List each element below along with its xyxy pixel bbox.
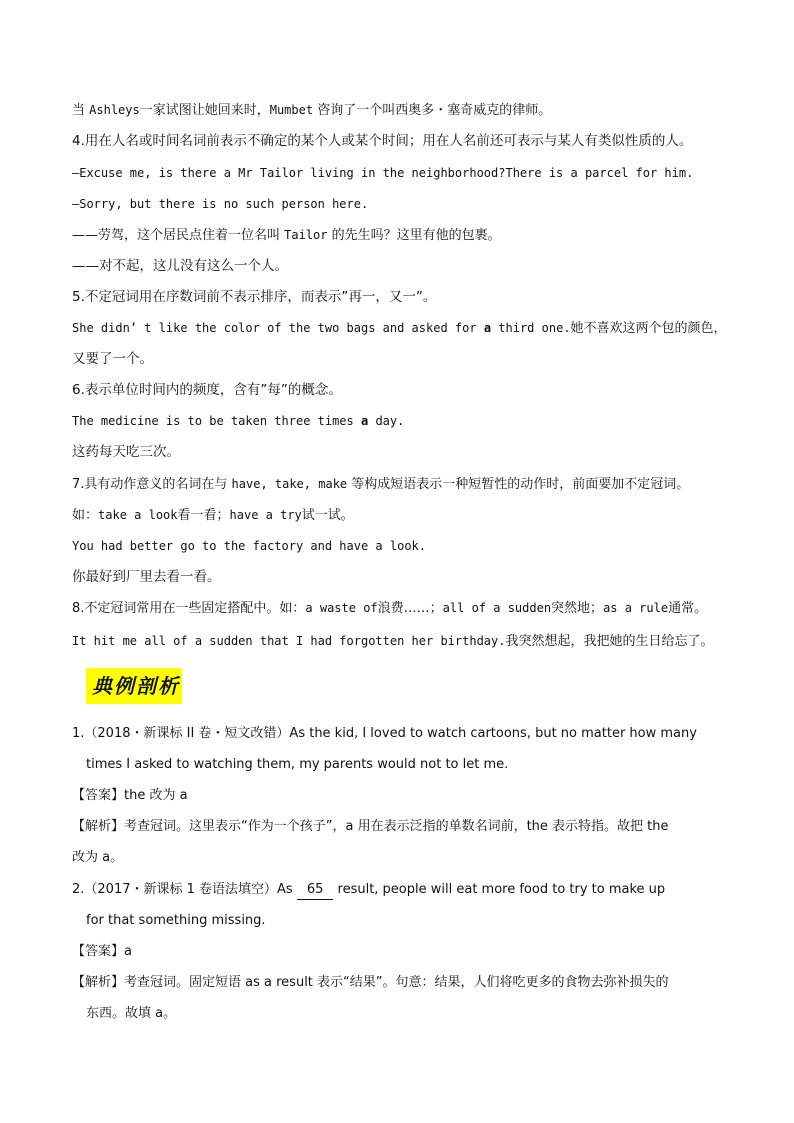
- analysis-1-cont: 改为 a。: [72, 850, 124, 865]
- answer-tag: 【答案】: [72, 944, 125, 959]
- example-sentence: [72, 164, 734, 182]
- answer-text: a: [124, 944, 132, 959]
- translation: 你最好到厂里去看一看。: [72, 569, 221, 585]
- text-en: The medicine is to be taken three times: [72, 414, 361, 428]
- text-cn: ——劳驾，这个居民点住着一位名叫: [72, 228, 285, 243]
- example-sentence: [72, 632, 734, 651]
- analysis-text: 考查冠词。这里表示“作为一个孩子”，a 用在表示泛指的单数名词前，the 表示特指。故把 the: [124, 819, 669, 834]
- text-en: as a rule: [603, 601, 669, 615]
- translation: 这药每天吃三次。: [72, 444, 180, 460]
- text-cn: 通常。: [668, 601, 708, 616]
- text-en: Mumbet: [269, 103, 314, 117]
- text-cn: 当: [72, 103, 90, 118]
- rule-8: [72, 599, 734, 618]
- answer-tag: 【答案】: [72, 788, 125, 803]
- analysis-2: [72, 974, 734, 992]
- analysis-tag: 【解析】: [72, 819, 125, 834]
- text-cn: 8.不定冠词常用在一些固定搭配中。如：: [72, 601, 306, 616]
- text-cn: 她不喜欢这两个包的颜色，: [570, 321, 727, 336]
- example-sentence: [72, 319, 734, 338]
- article-highlight: a: [483, 321, 492, 335]
- text-en: take a look: [98, 508, 178, 522]
- rule-5: 5.不定冠词用在序数词前不表示排序，而表示”再一，又一”。: [72, 289, 437, 305]
- question-2: [72, 881, 734, 900]
- translation: 又要了一个。: [72, 351, 153, 367]
- text-cn: 7.具有动作意义的名词在与: [72, 477, 232, 492]
- rule-7: [72, 475, 734, 494]
- text-en: have a try: [229, 508, 302, 522]
- text-en: —Excuse me, is there a Mr Tailor living in the neighborhood?: [72, 166, 506, 180]
- question-1-cont: [86, 756, 734, 774]
- text-cn: 突然地；: [551, 601, 604, 616]
- text-cn: 我突然想起，我把她的生日给忘了。: [505, 634, 714, 649]
- rule-4: 4.用在人名或时间名词前表示不确定的某个人或某个时间；用在人名前还可表示与某人有类似性质的人。: [72, 133, 693, 149]
- example-sentence: You had better go to the factory and have a look.: [72, 539, 427, 553]
- translation: ——对不起，这儿没有这么一个人。: [72, 258, 288, 274]
- analysis-tag: 【解析】: [72, 975, 125, 990]
- answer-2: [72, 943, 734, 961]
- text-en: all of a sudden: [442, 601, 552, 615]
- text-cn: 咨询了一个叫西奥多・塞奇威克的律师。: [313, 103, 552, 118]
- example-phrases: [72, 506, 734, 525]
- text-en: She didn’ t like the color of the two bags and asked for: [72, 321, 484, 335]
- question-text: 1.（2018・新课标 II 卷・短文改错）As the kid, I loved to watch cartoons, but no matter how many: [72, 726, 697, 741]
- blank-number: 65: [297, 881, 334, 900]
- section-banner-title: 典例剖析: [92, 674, 180, 698]
- text-line: [72, 101, 734, 120]
- text-en: day.: [368, 414, 405, 428]
- text-cn: 等构成短语表示一种短暂性的动作时，前面要加不定冠词。: [347, 477, 690, 492]
- answer-1: [72, 787, 734, 805]
- section-banner: [86, 668, 182, 704]
- example-sentence: —Sorry, but there is no such person here.: [72, 197, 369, 211]
- text-cn: 如：: [72, 508, 99, 523]
- analysis-text: 考查冠词。固定短语 as a result 表示“结果”。句意：结果，人们将吃更多的食物去弥补损失的: [124, 975, 669, 990]
- question-1: [72, 725, 734, 743]
- example-sentence: [72, 412, 734, 430]
- text-cn: 的先生吗？这里有他的包裹。: [327, 228, 501, 243]
- text-en: have, take, make: [231, 477, 348, 491]
- analysis-1: [72, 818, 734, 836]
- question-text: 2.（2017・新课标 1 卷语法填空）As: [72, 882, 297, 897]
- translation: [72, 226, 734, 245]
- text-en: It hit me all of a sudden that I had forgotten her birthday.: [72, 634, 506, 648]
- analysis-2-cont: 东西。故填 a。: [86, 1006, 177, 1021]
- rule-6: 6.表示单位时间内的频度，含有”每”的概念。: [72, 382, 342, 398]
- question-text: result, people will eat more food to try to make up: [333, 882, 666, 897]
- question-text: times I asked to watching them, my parents would not to let me.: [86, 757, 509, 772]
- text-en: a waste of: [305, 601, 378, 615]
- text-cn: 浪费……；: [377, 601, 443, 616]
- question-2-cont: for that something missing.: [86, 913, 266, 928]
- text-en: Ashleys: [89, 103, 140, 117]
- article-highlight: a: [360, 414, 369, 428]
- text-cn: 看一看；: [177, 508, 230, 523]
- text-en: There is a parcel for him.: [505, 166, 694, 180]
- text-cn: 试一试。: [301, 508, 354, 523]
- text-en: Tailor: [284, 228, 328, 242]
- answer-text: the 改为 a: [124, 788, 188, 803]
- text-cn: 一家试图让她回来时，: [139, 103, 270, 118]
- text-en: third one.: [491, 321, 571, 335]
